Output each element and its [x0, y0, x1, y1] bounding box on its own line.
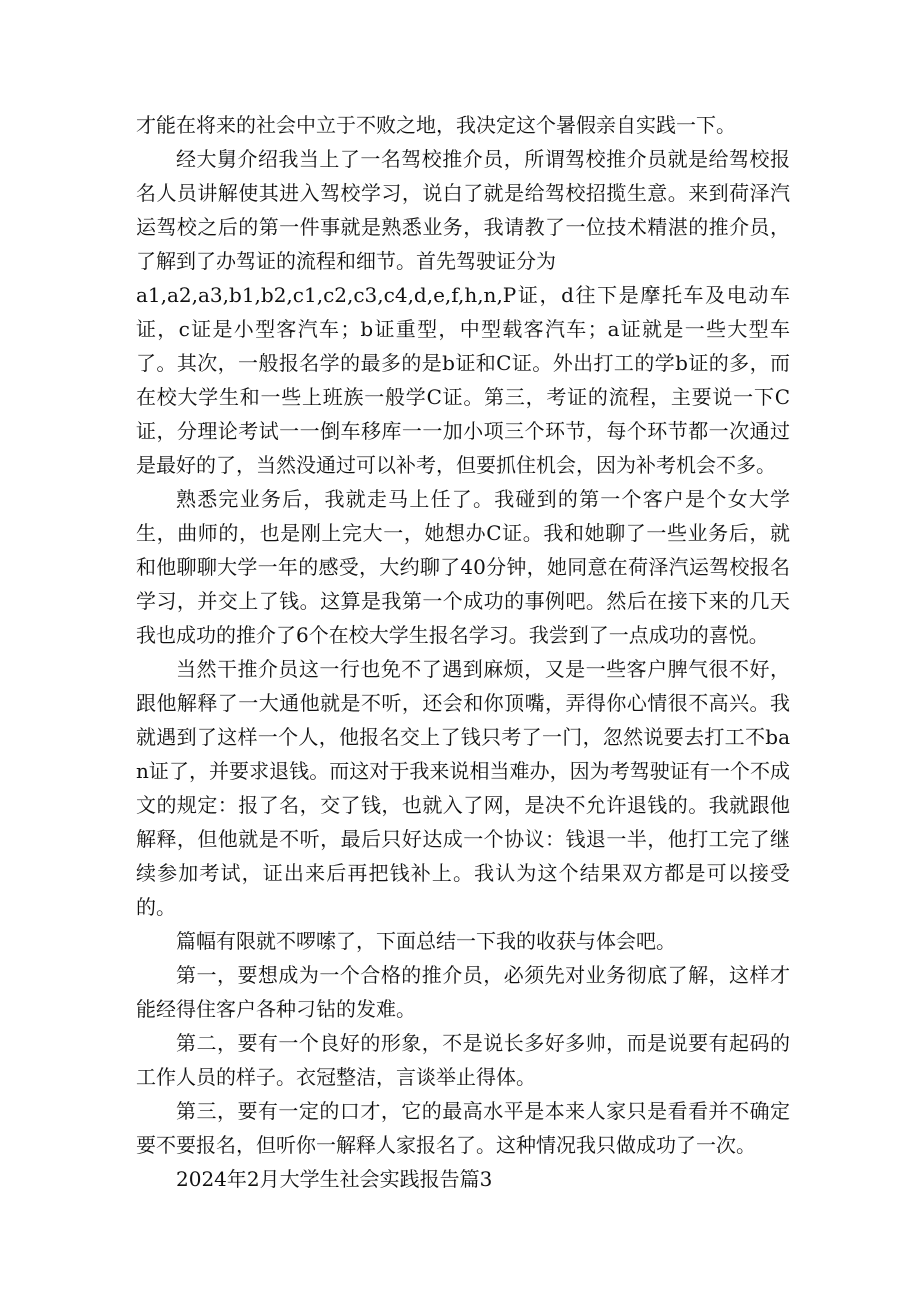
paragraph-driving-school-intro: 经大舅介绍我当上了一名驾校推介员，所谓驾校推介员就是给驾校报名人员讲解使其进入驾校学习，说白了就是给驾校招揽生意。来到荷泽汽运驾校之后的第一件事就是熟悉业务，我请教了一位技术精湛的推介员，了解到了办驾证的流程和细节。首先驾驶证分为 — [136, 147, 790, 273]
paragraph-point-one: 第一，要想成为一个合格的推介员，必须先对业务彻底了解，这样才能经得住客户各种刁钻的发难。 — [136, 963, 790, 1021]
paragraph-point-two: 第二，要有一个良好的形象，不是说长多好多帅，而是说要有起码的工作人员的样子。衣冠整洁，言谈举止得体。 — [136, 1031, 790, 1089]
paragraph-summary-intro: 篇幅有限就不啰嗦了，下面总结一下我的收获与体会吧。 — [176, 929, 676, 953]
paragraph-point-three: 第三，要有一定的口才，它的最高水平是本来人家只是看看并不确定要不要报名，但听你一解释人家报名了。这种情况我只做成功了一次。 — [136, 1099, 790, 1157]
paragraph-license-types: a1,a2,a3,b1,b2,c1,c2,c3,c4,d,e,f,h,n,P证，d往下是摩托车及电动车证，c证是小型客汽车；b证重型，中型载客汽车；a证就是一些大型车了。其次，一般报名学的最多的是b证和C证。外出打工的学b证的多，而在校大学生和一些上班族一般学C证。第三，考证的流程，主要说一下C证，分理论考试一一倒车移库一一加小项三个环节，每个环节都一次通过是最好的了，当然没通过可以补考，但要抓住机会，因为补考机会不多。 — [136, 283, 790, 477]
paragraph-first-client: 熟悉完业务后，我就走马上任了。我碰到的第一个客户是个女大学生，曲师的，也是刚上完大一，她想办C证。我和她聊了一些业务后，就和他聊聊大学一年的感受，大约聊了40分钟，她同意在荷泽汽运驾校报名学习，并交上了钱。这算是我第一个成功的事例吧。然后在接下来的几天我也成功的推介了6个在校大学生报名学习。我尝到了一点成功的喜悦。 — [136, 487, 790, 647]
section-heading: 2024年2月大学生社会实践报告篇3 — [176, 1167, 493, 1191]
paragraph-difficult-client: 当然干推介员这一行也免不了遇到麻烦，又是一些客户脾气很不好，跟他解释了一大通他就是不听，还会和你顶嘴，弄得你心情很不高兴。我就遇到了这样一个人，他报名交上了钱只考了一门，忽然说要去打工不ban证了，并要求退钱。而这对于我来说相当难办，因为考驾驶证有一个不成文的规定：报了名，交了钱，也就入了网，是决不允许退钱的。我就跟他解释，但他就是不听，最后只好达成一个协议：钱退一半，他打工完了继续参加考试，证出来后再把钱补上。我认为这个结果双方都是可以接受的。 — [136, 657, 790, 919]
paragraph-continuation: 才能在将来的社会中立于不败之地，我决定这个暑假亲自实践一下。 — [136, 113, 736, 137]
document-page — [136, 108, 790, 1196]
